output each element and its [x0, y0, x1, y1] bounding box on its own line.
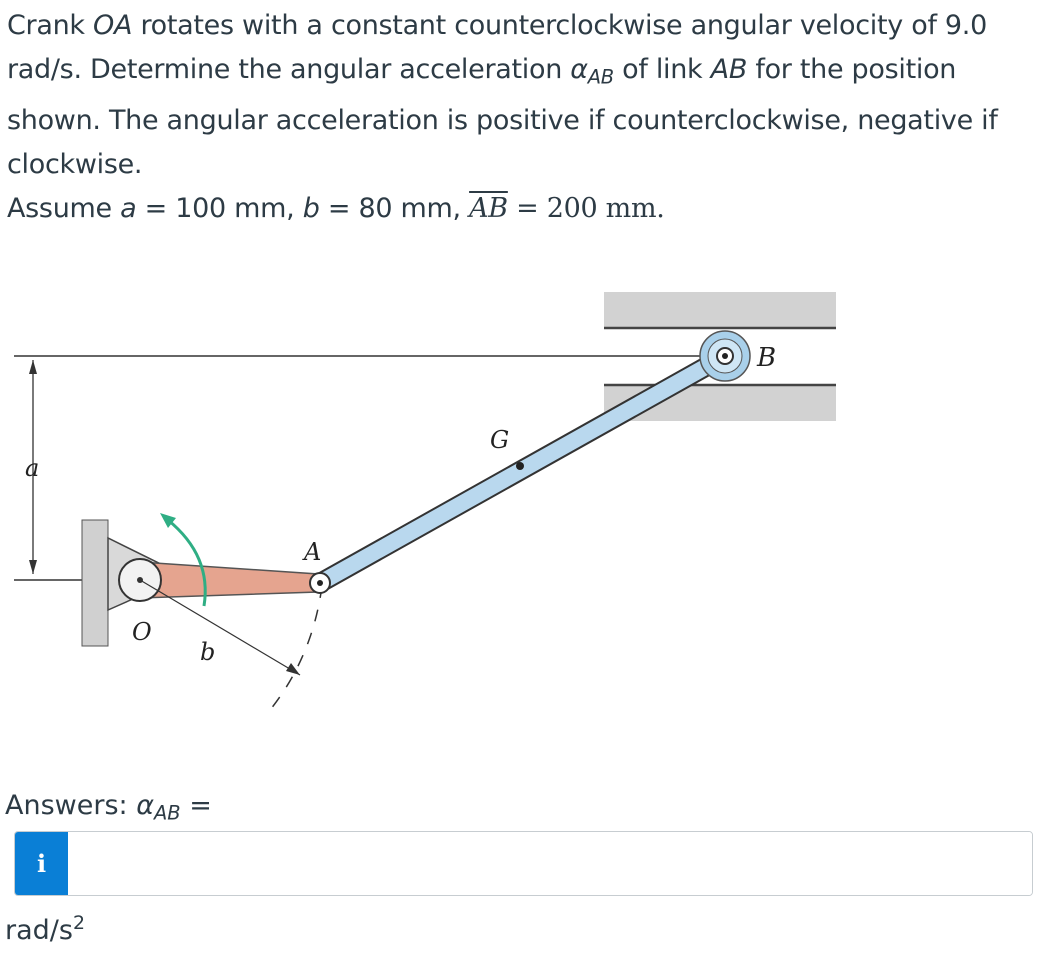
- wall: [82, 520, 108, 646]
- label-o: O: [132, 618, 152, 646]
- label-a-point: A: [304, 538, 322, 566]
- label-g: G: [490, 426, 510, 454]
- answers-label: Answers: $\alpha_{AB}$ =: [5, 790, 212, 825]
- center-g: [516, 462, 524, 470]
- units-label: rad/$s^2$: [5, 912, 85, 946]
- label-b-point: B: [757, 343, 777, 373]
- mechanism-figure: [0, 270, 860, 730]
- crank-oa: [140, 562, 318, 598]
- problem-text: Crank OA rotates with a constant counterclockwise angular velocity of 9.0 rad/s. Determine the angular acceleration $\alpha_{AB}$ of link AB for the position shown. The angular acceleration is positive if counterclockwise, negative if clockwise.: [7, 10, 998, 181]
- problem-statement: [7, 4, 1052, 231]
- problem-assumptions: Assume a = 100 mm, b = 80 mm, $\overline{AB} = 200$ mm.: [7, 193, 665, 225]
- label-b: b: [200, 638, 216, 666]
- answer-field: [14, 831, 1033, 896]
- dashed-arc: [266, 586, 322, 715]
- info-icon[interactable]: i: [15, 832, 68, 895]
- link-ab: [320, 356, 725, 583]
- label-a: a: [25, 454, 40, 482]
- upper-guide: [604, 292, 836, 328]
- answer-input[interactable]: [68, 832, 1032, 895]
